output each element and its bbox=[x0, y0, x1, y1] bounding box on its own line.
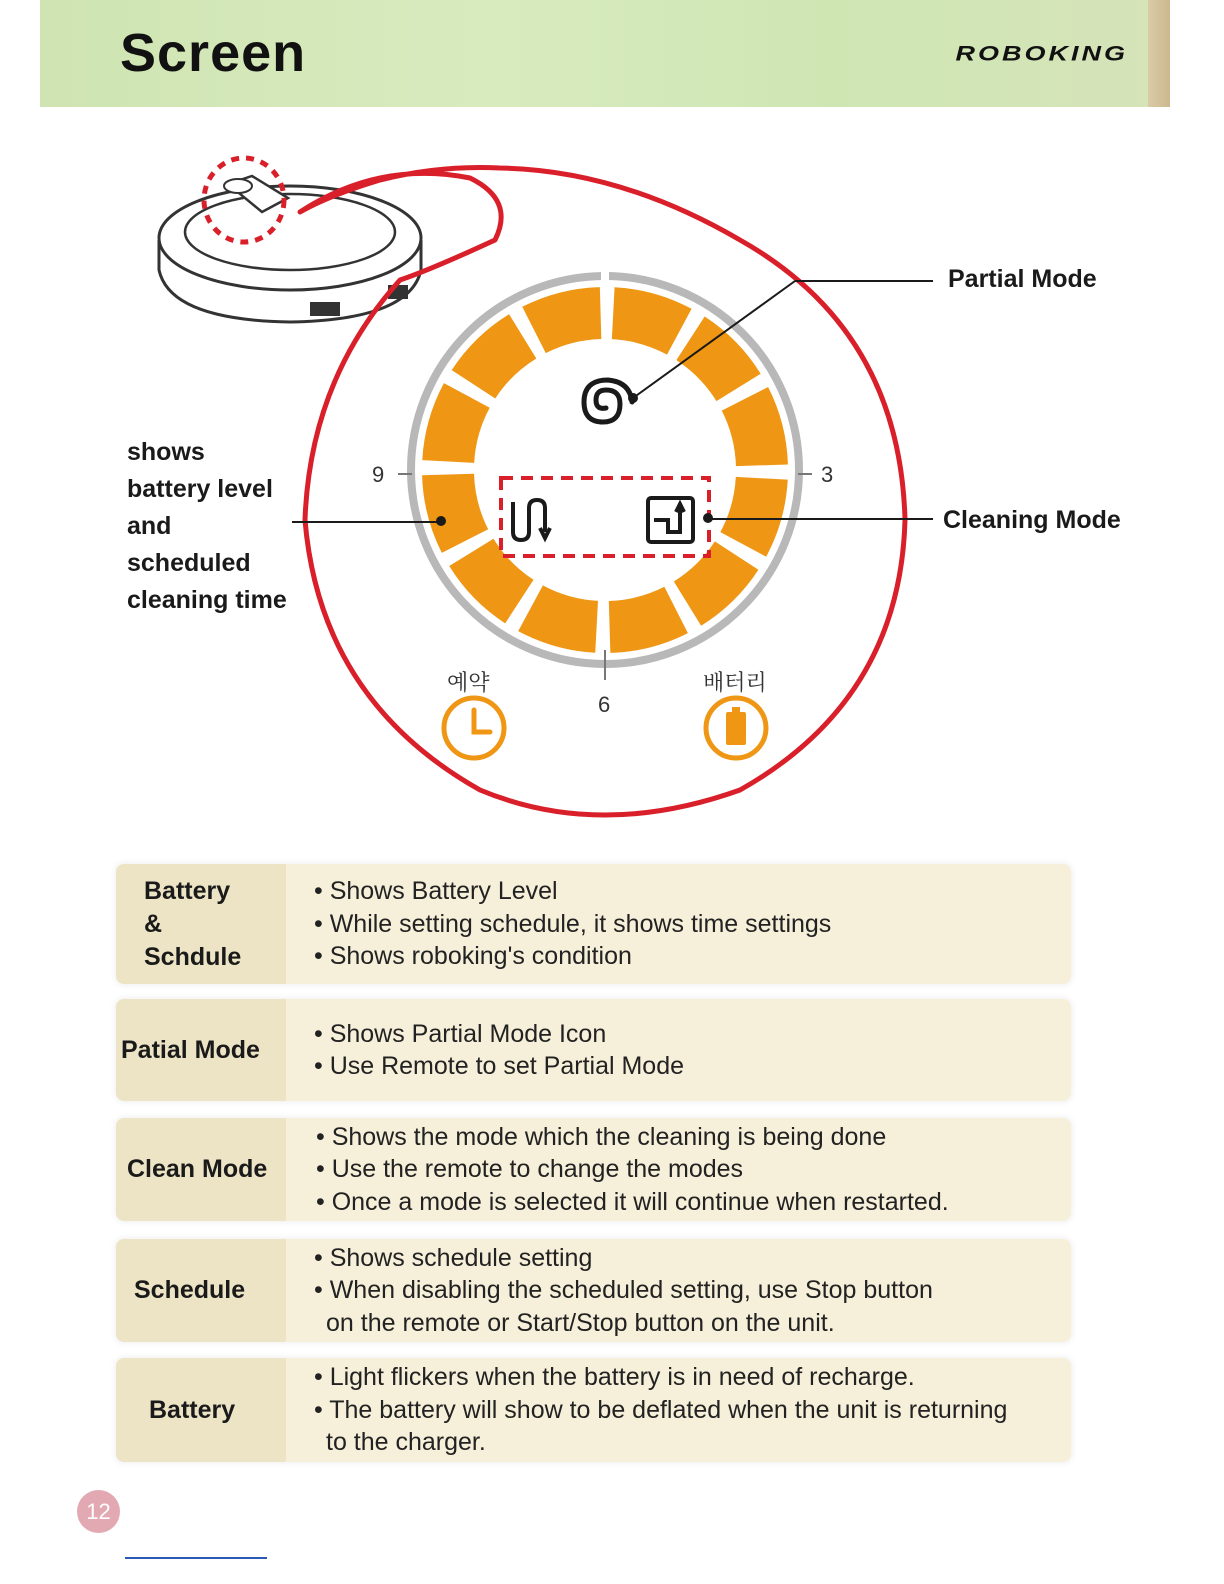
row-bullet: • Shows the mode which the cleaning is being done bbox=[316, 1122, 887, 1151]
row-heading bbox=[116, 1118, 286, 1221]
row-bullet-continuation: on the remote or Start/Stop button on the unit. bbox=[326, 1308, 835, 1337]
row-bullet: • Use the remote to change the modes bbox=[316, 1155, 744, 1184]
page-number-badge: 12 bbox=[77, 1490, 120, 1533]
row-bullet-continuation: to the charger. bbox=[326, 1428, 486, 1457]
row-bullet: • When disabling the scheduled setting, use Stop button bbox=[314, 1276, 933, 1305]
footer-underline bbox=[125, 1557, 267, 1559]
spiral-icon bbox=[584, 380, 632, 422]
row-heading-line: Schedule bbox=[134, 1276, 246, 1304]
row-heading-line: Patial Mode bbox=[121, 1035, 260, 1064]
tick-label-3: 3 bbox=[821, 462, 834, 487]
info-row-partial-mode bbox=[116, 999, 1071, 1101]
battery-segment-ring bbox=[440, 305, 770, 635]
info-row-battery bbox=[116, 1358, 1071, 1462]
callout-line: scheduled bbox=[127, 549, 251, 577]
row-description bbox=[314, 1239, 1061, 1342]
page-title: Screen bbox=[120, 23, 307, 83]
reserve-korean-label: 예약 bbox=[447, 670, 490, 695]
callout-line: and bbox=[127, 512, 172, 540]
tick-label-6: 6 bbox=[598, 692, 611, 717]
row-bullet: • Shows schedule setting bbox=[314, 1243, 593, 1272]
partial-mode-label: Partial Mode bbox=[948, 265, 1097, 293]
callout-line: cleaning time bbox=[127, 586, 287, 614]
info-row-battery-schedule bbox=[116, 864, 1071, 984]
info-row-clean-mode bbox=[116, 1118, 1071, 1221]
row-bullet: • Light flickers when the battery is in need of recharge. bbox=[314, 1363, 915, 1392]
callout-line: battery level bbox=[127, 475, 273, 503]
row-heading-line: Battery bbox=[149, 1395, 236, 1424]
row-heading bbox=[116, 1358, 286, 1462]
row-bullet: • The battery will show to be deflated when the unit is returning bbox=[314, 1395, 1008, 1424]
row-description bbox=[314, 999, 1061, 1101]
row-bullet: • While setting schedule, it shows time settings bbox=[314, 909, 832, 938]
row-bullet: • Shows roboking's condition bbox=[314, 942, 632, 971]
row-heading bbox=[116, 864, 286, 984]
row-description bbox=[314, 1358, 1061, 1462]
outer-ring bbox=[411, 276, 799, 664]
row-bullet: • Use Remote to set Partial Mode bbox=[314, 1052, 685, 1080]
row-description bbox=[316, 1118, 1061, 1221]
row-heading bbox=[116, 1239, 286, 1342]
edge-mode-icon bbox=[648, 498, 693, 542]
callout-line: shows bbox=[127, 438, 205, 466]
row-bullet: • Shows Battery Level bbox=[314, 877, 558, 906]
battery-korean-label: 배터리 bbox=[703, 670, 767, 695]
zigzag-mode-icon bbox=[513, 500, 550, 540]
row-description bbox=[314, 864, 1061, 984]
brand-logo: ROBOKING bbox=[955, 41, 1128, 66]
header-edge-decoration bbox=[1148, 0, 1170, 107]
battery-icon bbox=[706, 698, 766, 758]
row-bullet: • Shows Partial Mode Icon bbox=[314, 1019, 607, 1048]
info-row-schedule bbox=[116, 1239, 1071, 1342]
robot-vacuum-illustration bbox=[159, 158, 421, 322]
row-heading-line: Schdule bbox=[144, 942, 242, 971]
row-heading bbox=[116, 999, 286, 1101]
tick-label-9: 9 bbox=[372, 462, 385, 487]
battery-schedule-callout bbox=[127, 434, 317, 619]
cleaning-mode-highlight bbox=[501, 478, 709, 556]
row-bullet: • Once a mode is selected it will continue when restarted. bbox=[316, 1187, 949, 1216]
row-heading-line: Clean Mode bbox=[127, 1155, 268, 1183]
clock-icon bbox=[444, 698, 504, 758]
row-heading-line: & bbox=[144, 909, 163, 938]
cleaning-mode-label: Cleaning Mode bbox=[943, 506, 1121, 534]
row-heading-line: Battery bbox=[144, 876, 231, 905]
